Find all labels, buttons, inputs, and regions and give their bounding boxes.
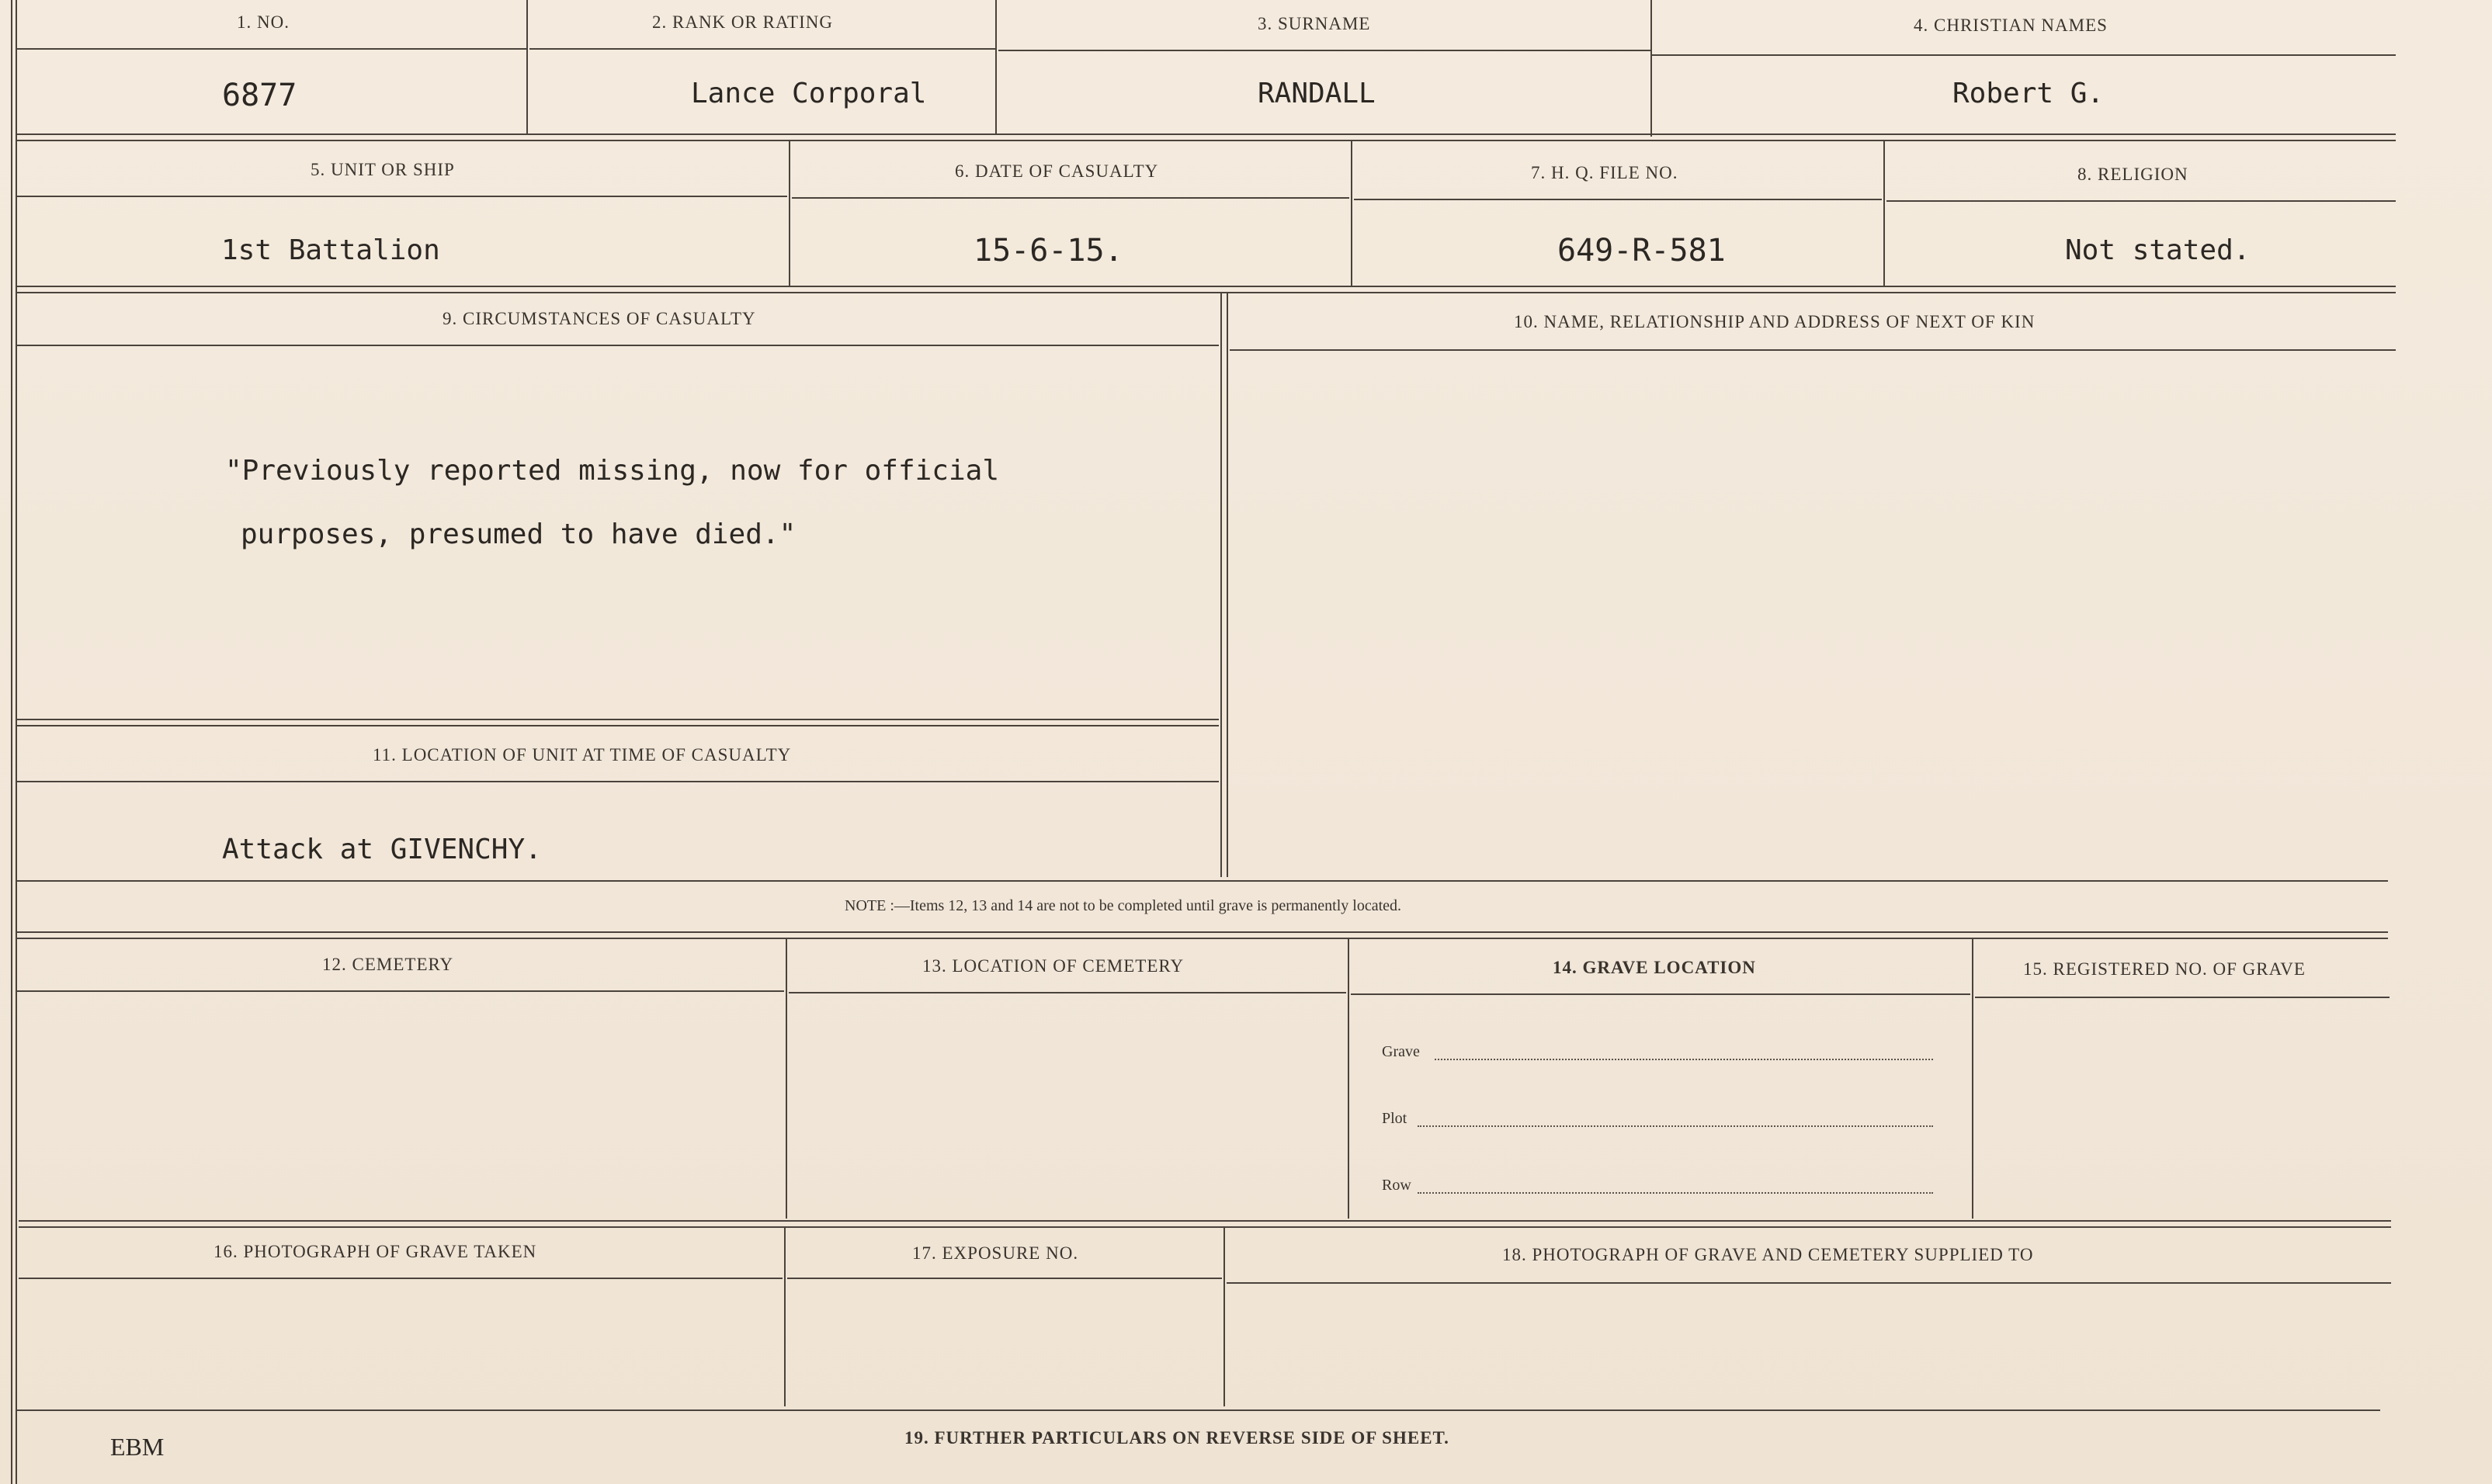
grave-field-label: Grave [1382,1043,1420,1060]
row3-divider [1220,293,1222,877]
date-of-casualty-value: 15-6-15. [974,233,1123,269]
row1-label-rule [16,48,528,50]
exposure-no-label: 17. EXPOSURE NO. [912,1243,1079,1263]
row2-label-rule-4 [1886,200,2396,202]
circumstances-line-2: purposes, presumed to have died." [241,518,797,550]
row2-label-rule-2 [792,197,1349,199]
row2-divider-3 [1883,141,1885,286]
row2-divider-1 [789,141,790,286]
row5-label-rule-3 [1227,1282,2391,1284]
note-bottom-rule [16,931,2388,933]
row5-bottom-rule [16,1409,2380,1411]
circumstances-line-1: "Previously reported missing, now for official [225,455,999,487]
row5-divider-1 [784,1228,786,1406]
row1-label-rule-4 [1652,54,2396,56]
clerk-initials: EBM [110,1433,165,1461]
religion-label: 8. RELIGION [2077,165,2188,184]
row4-divider-3 [1972,939,1973,1219]
row3-divider-2 [1227,293,1228,877]
row1-divider-1 [526,0,528,133]
row1-label-rule-2 [529,48,997,50]
row1-bottom-rule [16,133,2396,135]
christian-names-label: 4. CHRISTIAN NAMES [1914,16,2108,35]
religion-value: Not stated. [2065,234,2251,266]
row-field-line [1418,1192,1933,1194]
grave-field-line [1435,1059,1933,1060]
row2-label-rule [16,196,787,197]
further-particulars-label: 19. FURTHER PARTICULARS ON REVERSE SIDE OF SHEET. [904,1428,1449,1448]
row2-label-rule-3 [1354,199,1882,200]
row4-divider-2 [1348,939,1349,1219]
next-of-kin-label: 10. NAME, RELATIONSHIP AND ADDRESS OF NEXT OF KIN [1514,312,2036,331]
row2-bottom-rule [16,286,2396,287]
no-label: 1. NO. [237,12,290,32]
circumstances-label-rule [16,345,1219,346]
rank-value: Lance Corporal [691,78,927,109]
left-border-inner [16,0,17,1484]
location-cemetery-label: 13. LOCATION OF CEMETERY [922,956,1185,976]
surname-label: 3. SURNAME [1258,14,1371,33]
grave-location-label: 14. GRAVE LOCATION [1553,958,1756,977]
row2-divider-2 [1351,141,1352,286]
location-unit-label-rule [16,781,1219,782]
left-border [11,0,12,1484]
row2-bottom-rule-2 [16,292,2396,293]
row4-bottom-rule [19,1220,2391,1222]
row4-label-rule-4 [1975,997,2390,998]
row5-divider-2 [1223,1228,1225,1406]
next-of-kin-label-rule [1230,349,2396,351]
hq-file-label: 7. H. Q. FILE NO. [1531,163,1678,182]
photograph-taken-label: 16. PHOTOGRAPH OF GRAVE TAKEN [213,1242,537,1261]
row4-label-rule-3 [1351,993,1970,995]
row4-label-rule-2 [789,992,1346,993]
row1-divider-2 [995,0,997,133]
unit-label: 5. UNIT OR SHIP [311,160,455,179]
rank-label: 2. RANK OR RATING [652,12,833,32]
row1-divider-3 [1650,0,1652,137]
cemetery-label: 12. CEMETERY [322,955,454,974]
row1-label-rule-3 [998,50,1650,51]
photograph-supplied-label: 18. PHOTOGRAPH OF GRAVE AND CEMETERY SUPPLIED TO [1502,1245,2034,1264]
surname-value: RANDALL [1258,78,1376,109]
row5-label-rule [19,1278,783,1279]
christian-names-value: Robert G. [1952,78,2105,109]
row3-bottom-rule [16,880,2388,882]
note-text: NOTE :—Items 12, 13 and 14 are not to be completed until grave is permanently located. [845,897,1402,914]
circumstances-bottom-rule-2 [16,725,1219,726]
unit-value: 1st Battalion [221,234,440,266]
row-field-label: Row [1382,1177,1411,1194]
circumstances-label: 9. CIRCUMSTANCES OF CASUALTY [443,309,756,328]
location-unit-value: Attack at GIVENCHY. [222,834,542,865]
hq-file-value: 649-R-581 [1557,233,1726,269]
row4-bottom-rule-2 [19,1226,2391,1228]
row4-label-rule [16,990,784,992]
plot-field-label: Plot [1382,1110,1407,1127]
registered-no-label: 15. REGISTERED NO. OF GRAVE [2023,959,2306,979]
date-label: 6. DATE OF CASUALTY [955,161,1159,181]
row5-label-rule-2 [787,1278,1222,1279]
plot-field-line [1418,1125,1933,1127]
note-bottom-rule-2 [16,938,2388,939]
service-number: 6877 [222,78,297,113]
row4-divider-1 [786,939,787,1219]
location-unit-label: 11. LOCATION OF UNIT AT TIME OF CASUALTY [373,745,792,765]
row1-bottom-rule-2 [16,140,2396,141]
circumstances-bottom-rule [16,719,1219,720]
